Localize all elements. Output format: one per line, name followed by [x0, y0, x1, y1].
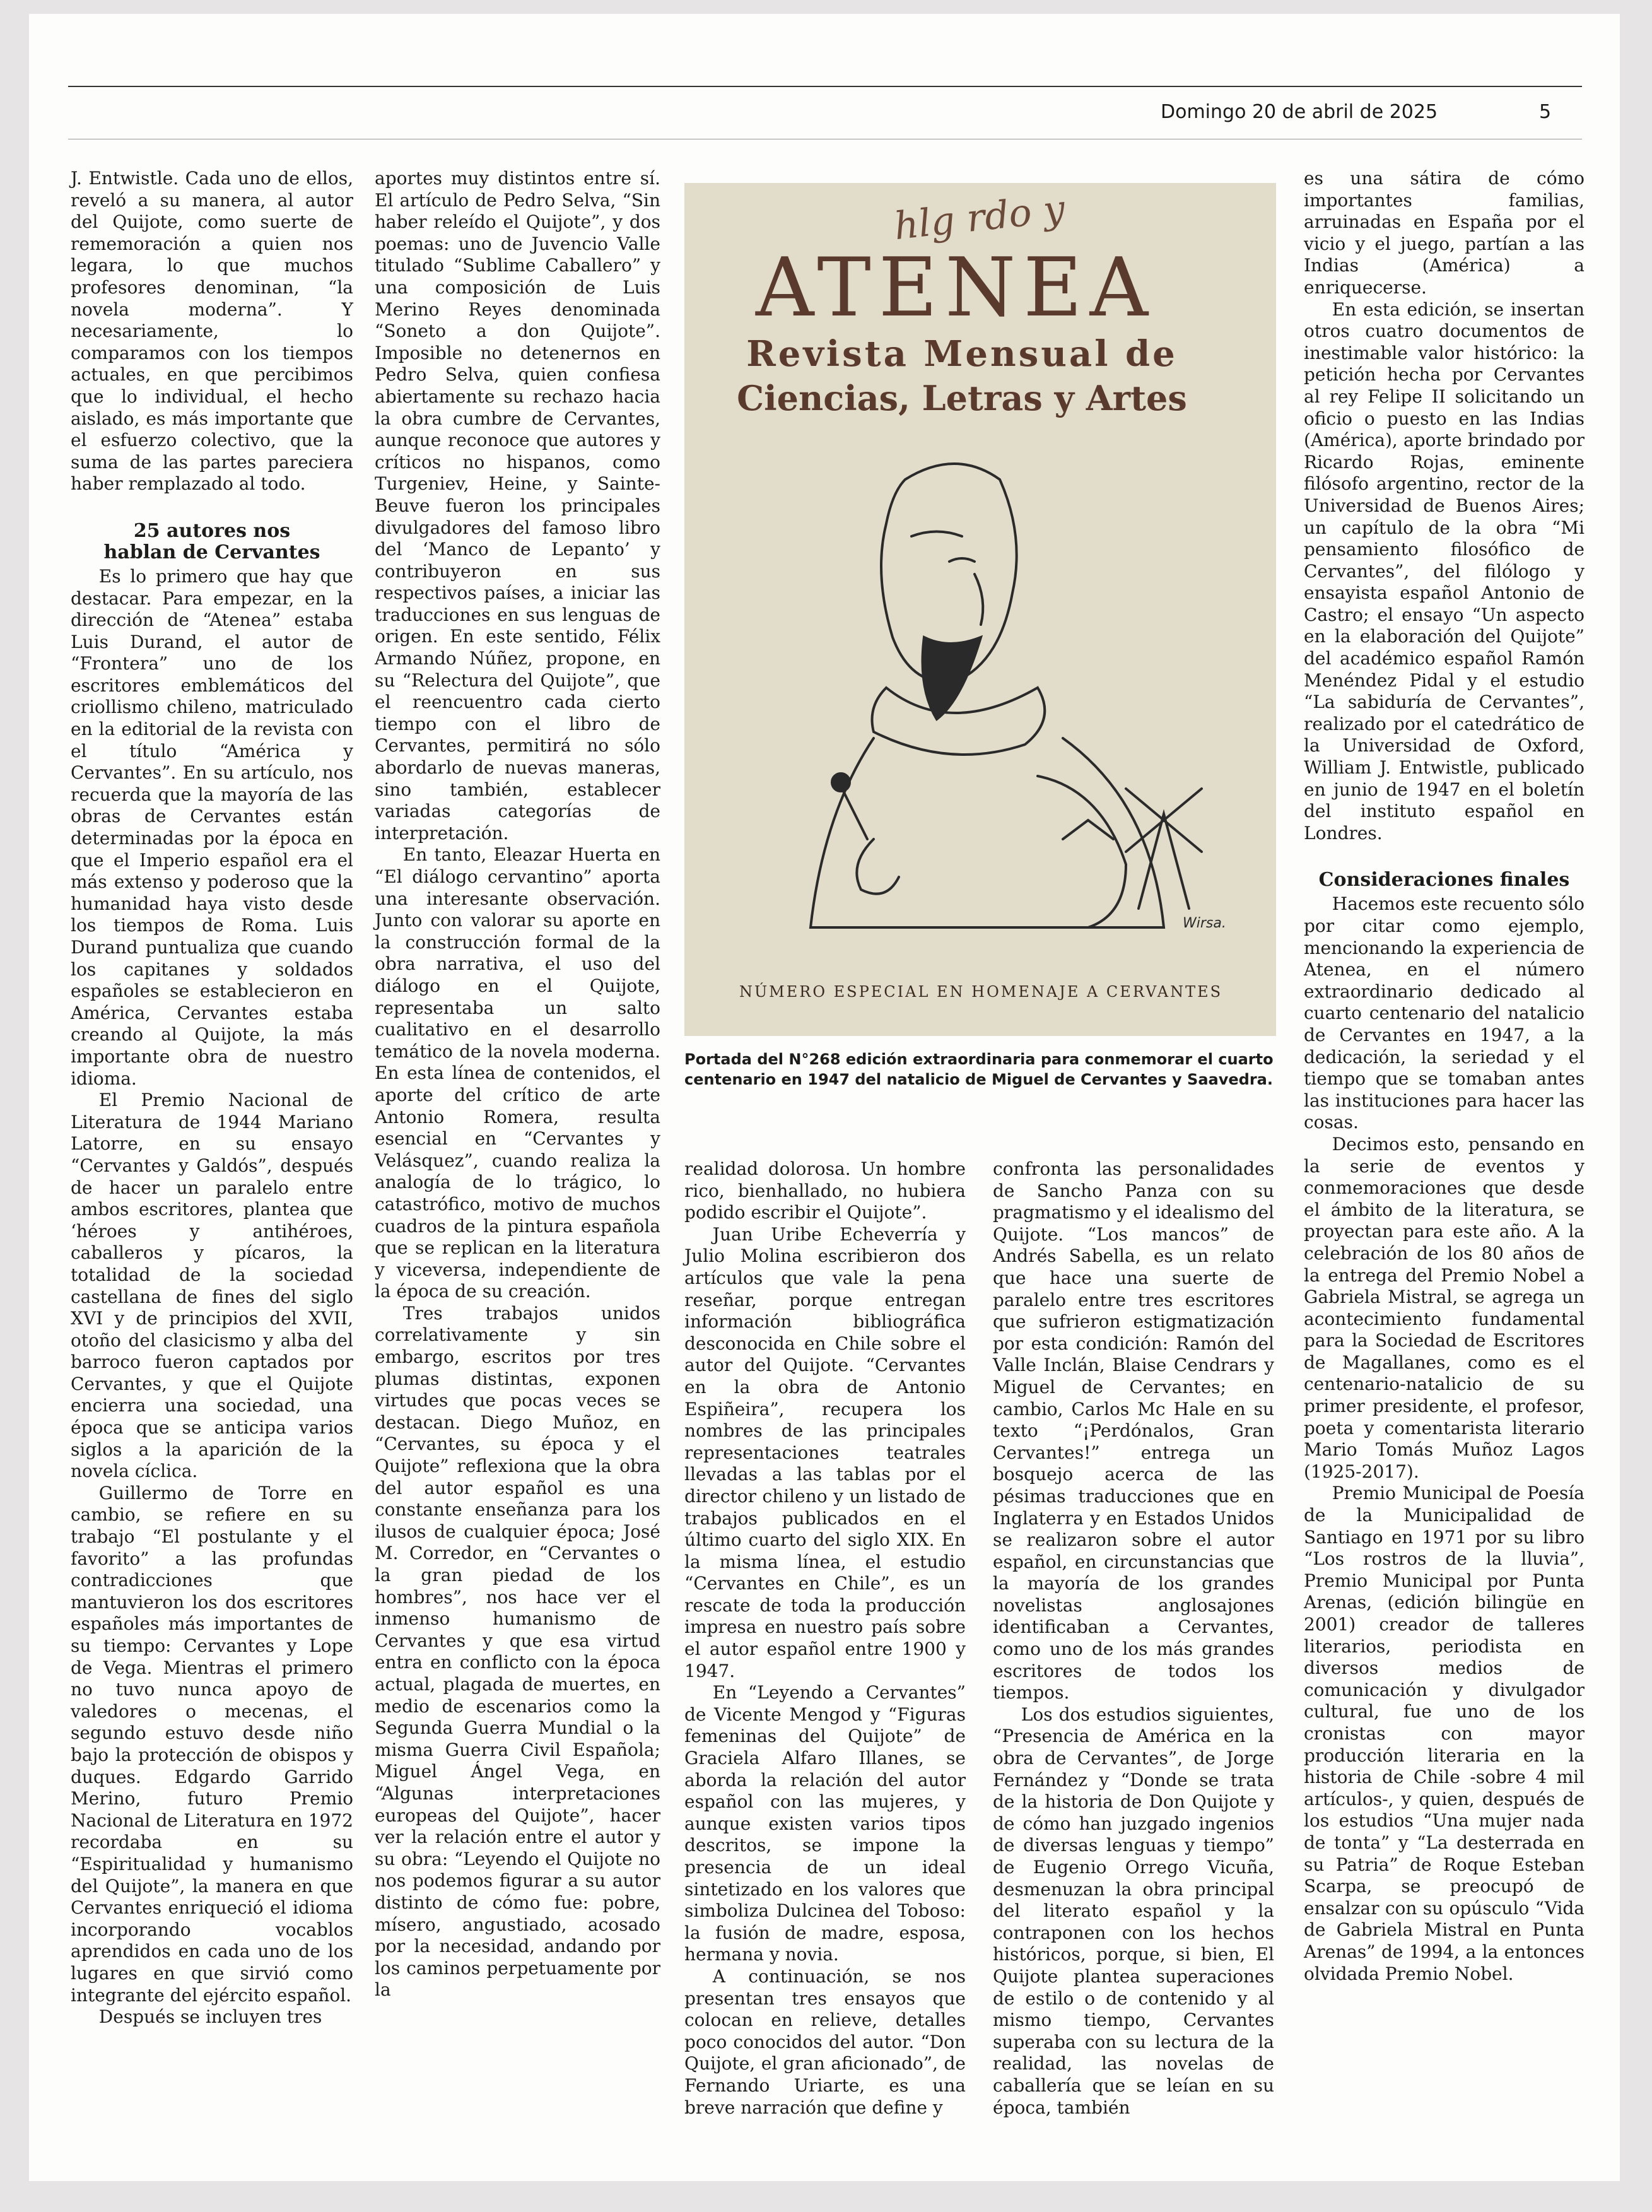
subheading-line: 25 autores nos — [133, 519, 291, 542]
subheading: Consideraciones finales — [1318, 869, 1570, 891]
paragraph: A continuación, se nos presentan tres ensayos que colocan en relieve, detalles poco conocidos del autor. “Don Quijote, el gran aficionado”, de Fernando Uriarte, es una breve narración que define y — [684, 1965, 966, 2118]
paragraph: J. Entwistle. Cada uno de ellos, reveló a su manera, al autor del Quijote, como suerte de rememoración a quien nos legara, lo que muchos profesores denominan, “la novela moderna”. Y necesariamente, lo comparamos con los tiempos actuales, en que percibimos que lo individual, el hecho aislado, es más importante que el esfuerzo colectivo, que la suma de las partes pareciera haber remplazado al todo. — [71, 168, 353, 495]
paragraph: Es lo primero que hay que destacar. Para empezar, en la dirección de “Atenea” estaba Luis Durand, el autor de “Frontera” uno de los escritores emblemáticos del criollismo chileno, matriculado en la editorial de la revista con el título “América y Cervantes”. En su artículo, nos recuerda que la mayoría de las obras de Cervantes están determinadas por la época en que el Imperio español era el más extenso y poderoso que la humanidad haya visto desde los tiempos de Roma. Luis Durand puntualiza que cuando los capitanes y soldados españoles se establecieron en América, Cervantes estaba creando al Quijote, la más importante obra de nuestro idioma. — [71, 565, 353, 1089]
cover-illustration — [684, 183, 1276, 1036]
paragraph: Los dos estudios siguientes, “Presencia de América en la obra de Cervantes”, de Jorge Fernández y “Donde se trata de la historia de Don Quijote y de cómo han juzgado ingenios de diversas lenguas y tiempo” de Eugenio Orrego Vicuña, desmenuzan la obra principal del literato español y la contraponen con los hechos históricos, porque, si bien, El Quijote plantea superaciones de estilo o de contenido y al mismo tiempo, Cervantes superaba con su lectura de la realidad, las novelas de caballería que se leían en su época, también — [993, 1703, 1274, 2118]
paragraph: Hacemos este recuento sólo por citar como ejemplo, mencionando la experiencia de Atenea, en el número extraordinario dedicado al cuarto centenario del natalicio de Cervantes en 1947, a la dedicación, la seriedad y el tiempo que se tomaban antes las instituciones para hacer las cosas. — [1304, 893, 1585, 1133]
top-rule — [68, 86, 1582, 87]
paragraph: confronta las personalidades de Sancho Panza con su pragmatismo y el idealismo del Quijote. “Los mancos” de Andrés Sabella, es un relato que hace una suerte de paralelo entre tres escritores que sufrieron estigmatización por esta condición: Ramón del Valle Inclán, Blaise Cendrars y Miguel de Cervantes; en cambio, Carlos Mc Hale en su texto “¡Perdónalos, Gran Cervantes!” entrega un bosquejo acerca de las pésimas traducciones que en Inglaterra y en Estados Unidos se realizaron sobre el autor español, en circunstancias que la mayoría de los grandes novelistas anglosajones identificaban a Cervantes, como uno de los más grandes escritores de todos los tiempos. — [993, 1158, 1274, 1703]
article-column-3 — [684, 1158, 966, 2119]
cover-title: ATENEA — [755, 241, 1156, 335]
flower — [832, 774, 850, 791]
paragraph: Tres trabajos unidos correlativamente y sin embargo, escritos por tres plumas distintas, exponen virtudes que pocas veces se destacan. Diego Muñoz, en “Cervantes, su época y el Quijote” reflexiona que la obra del autor español es una constante enseñanza para los ilusos de cualquier época; José M. Corredor, en “Cervantes o la gran piedad de los hombres”, nos hace ver el inmenso humanismo de Cervantes y que esa virtud entra en conflicto con la época actual, plagada de muertes, en medio de escenarios como la Segunda Guerra Mundial o la misma Guerra Civil Española; Miguel Ángel Vega, en “Algunas interpretaciones europeas del Quijote”, hacer ver la relación entre el autor y su obra: “Leyendo el Quijote no nos podemos figurar a su autor distinto de cómo fue: pobre, mísero, angustiado, acosado por la necesidad, andando por los caminos perpetuamente por la — [375, 1302, 660, 2001]
paragraph: En esta edición, se insertan otros cuatro documentos de inestimable valor histórico: la petición hecha por Cervantes al rey Felipe II solicitando un oficio o puesto en las Indias (América), aporte brindado por Ricardo Rojas, eminente filósofo argentino, rector de la Universidad de Buenos Aires; un capítulo de la obra “Mi pensamiento filosófico de Cervantes”, del filólogo y ensayista español Antonio de Castro; el ensayo “Un aspecto en la elaboración del Quijote” del académico español Ramón Menéndez Pidal y el estudio “La sabiduría de Cervantes”, realizado por el catedrático de la Universidad de Oxford, William J. Entwistle, publicado en junio de 1947 en el boletín del instituto español en Londres. — [1304, 298, 1585, 844]
paragraph: Decimos esto, pensando en la serie de eventos y conmemoraciones que desde el ámbito de la literatura, se proyectan para este año. A la celebración de los 80 años de la entrega del Premio Nobel a Gabriela Mistral, se agrega un acontecimiento fundamental para la Sociedad de Escritores de Magallanes, como es el centenario-natalicio de su primer presidente, el profesor, poeta y comentarista literario Mario Tomás Muñoz Lagos (1925-2017). — [1304, 1133, 1585, 1482]
paragraph: Después se incluyen tres — [98, 2006, 322, 2028]
cover-subtitle-line2: Ciencias, Letras y Artes — [737, 378, 1187, 418]
paragraph: En “Leyendo a Cervantes” de Vicente Mengod y “Figuras femeninas del Quijote” de Graciela Alfaro Illanes, se aborda la relación del autor español con las mujeres, y aunque existen varios tipos descritos, se impone la presencia de un ideal sintetizado en los valores que simboliza Dulcinea del Toboso: la fusión de madre, esposa, hermana y novia. — [684, 1682, 966, 1965]
subheading — [71, 521, 353, 563]
paragraph: Guillermo de Torre en cambio, se refiere en su trabajo “El postulante y el favorito” a las profundas contradicciones que mantuvieron los dos escritores españoles más importantes de su tiempo: Cervantes y Lope de Vega. Mientras el primero no tuvo nunca apoyo de valedores o mecenas, el segundo estuvo desde niño bajo la protección de obispos y duques. Edgardo Garrido Merino, futuro Premio Nacional de Literatura en 1972 recordaba en su “Espiritualidad y humanismo del Quijote”, la manera en que Cervantes enriqueció el idioma incorporando vocablos aprendidos en cada uno de los lugares en que sirvió como integrante del ejército español. — [71, 1482, 353, 2006]
atenea-cover-image — [684, 183, 1276, 1036]
image-caption: Portada del N°268 edición extraordinaria para conmemorar el cuarto centenario en 1947 del natalicio de Miguel de Cervantes y Saavedra. — [684, 1050, 1274, 1088]
paragraph: Premio Municipal de Poesía de la Municipalidad de Santiago en 1971 por su libro “Los rostros de la lluvia”, Premio Municipal por Punta Arenas, (edición bilingüe en 2001) creador de talleres literarios, periodista en diversos medios de comunicación y divulgador cultural, fue uno de los cronistas con mayor producción literaria en la historia de Chile -sobre 4 mil artículos-, y quien, después de los estudios “Una mujer nada de tonta” y “La desterrada en su Patria” de Roque Esteban Scarpa, se preocupó de ensalzar con su opúsculo “Vida de Gabriela Mistral en Punta Arenas” de 1994, a la entonces olvidada Premio Nobel. — [1304, 1483, 1585, 1984]
paragraph: El Premio Nacional de Literatura de 1944 Mariano Latorre, en su ensayo “Cervantes y Galdós”, después de hacer un paralelo entre ambos escritores, plantea que ‘héroes y antihéroes, caballeros y pícaros, la totalidad de la sociedad castellana de fines del siglo XVI y de principios del XVII, otoño del clasicismo y alba del barroco fueron captados por Cervantes, y que el Quijote encierra una sociedad, una época que se anticipa varios siglos a la aparición de la novela cíclica. — [71, 1090, 353, 1482]
artist-signature: Wirsa. — [1183, 915, 1226, 931]
cover-bottom-text: NÚMERO ESPECIAL EN HOMENAJE A CERVANTES — [739, 983, 1223, 1001]
page-number: 5 — [1539, 101, 1552, 123]
subheading-line: hablan de Cervantes — [103, 541, 320, 563]
article-column-4 — [993, 1158, 1274, 2119]
paragraph: aportes muy distintos entre sí. El artículo de Pedro Selva, “Sin haber releído el Quijote”, y dos poemas: uno de Juvencio Valle titulado “Sublime Caballero” y una composición de Luis Merino Reyes denominada “Soneto a don Quijote”. Imposible no detenernos en Pedro Selva, quien confiesa abiertamente su rechazo hacia la obra cumbre de Cervantes, aunque reconoce que autores y críticos no hispanos, como Turgeniev, Heine, y Sainte-Beuve fueron los principales divulgadores del famoso libro del ‘Manco de Lepanto’ y contribuyeron en sus respectivos países, a iniciar las traducciones en sus lenguas de origen. En este sentido, Félix Armando Núñez, propone, en su “Relectura del Quijote”, que el reencuentro cada cierto tiempo con el libro de Cervantes, permitirá no sólo abordarlo de nuevas maneras, sino también, establecer variadas categorías de interpretación. — [375, 168, 660, 844]
cover-signature: hlg rdo y — [892, 187, 1067, 249]
article-column-1 — [71, 168, 353, 2028]
paragraph: es una sátira de cómo importantes familias, arruinadas en España por el vicio y el juego, partían a las Indias (América) a enriquecerse. — [1304, 168, 1585, 298]
article-column-2 — [375, 168, 660, 2001]
paragraph: realidad dolorosa. Un hombre rico, bienhallado, no hubiera podido escribir el Quijote”. — [684, 1158, 966, 1223]
header-date: Domingo 20 de abril de 2025 — [1161, 101, 1438, 123]
paragraph: En tanto, Eleazar Huerta en “El diálogo cervantino” aporta una interesante observación. Junto con valorar su aporte en la construcción formal de la obra narrativa, el uso del diálogo en el Quijote, representaba un salto cualitativo en el desarrollo temático de la novela moderna. En esta línea de contenidos, el aporte del crítico de arte Antonio Romera, resulta esencial en “Cervantes y Velásquez”, cuando realiza la analogía de lo trágico, lo catastrófico, motivo de muchos cuadros de la pintura española que se replican en la literatura y viceversa, independiente de la época de su creación. — [375, 844, 660, 1302]
article-column-5 — [1304, 168, 1585, 1985]
paragraph: Juan Uribe Echeverría y Julio Molina escribieron dos artículos que vale la pena reseñar, porque entregan información bibliográfica desconocida en Chile sobre el autor del Quijote. “Cervantes en la obra de Antonio Espiñeira”, recupera los nombres de las principales representaciones teatrales llevadas a las tablas por el director chileno y un listado de trabajos publicados en el último cuarto del siglo XIX. En la misma línea, el estudio “Cervantes en Chile”, es un rescate de toda la producción impresa en nuestro país sobre el autor español entre 1900 y 1947. — [684, 1223, 966, 1681]
cover-subtitle-line1: Revista Mensual de — [746, 333, 1178, 375]
